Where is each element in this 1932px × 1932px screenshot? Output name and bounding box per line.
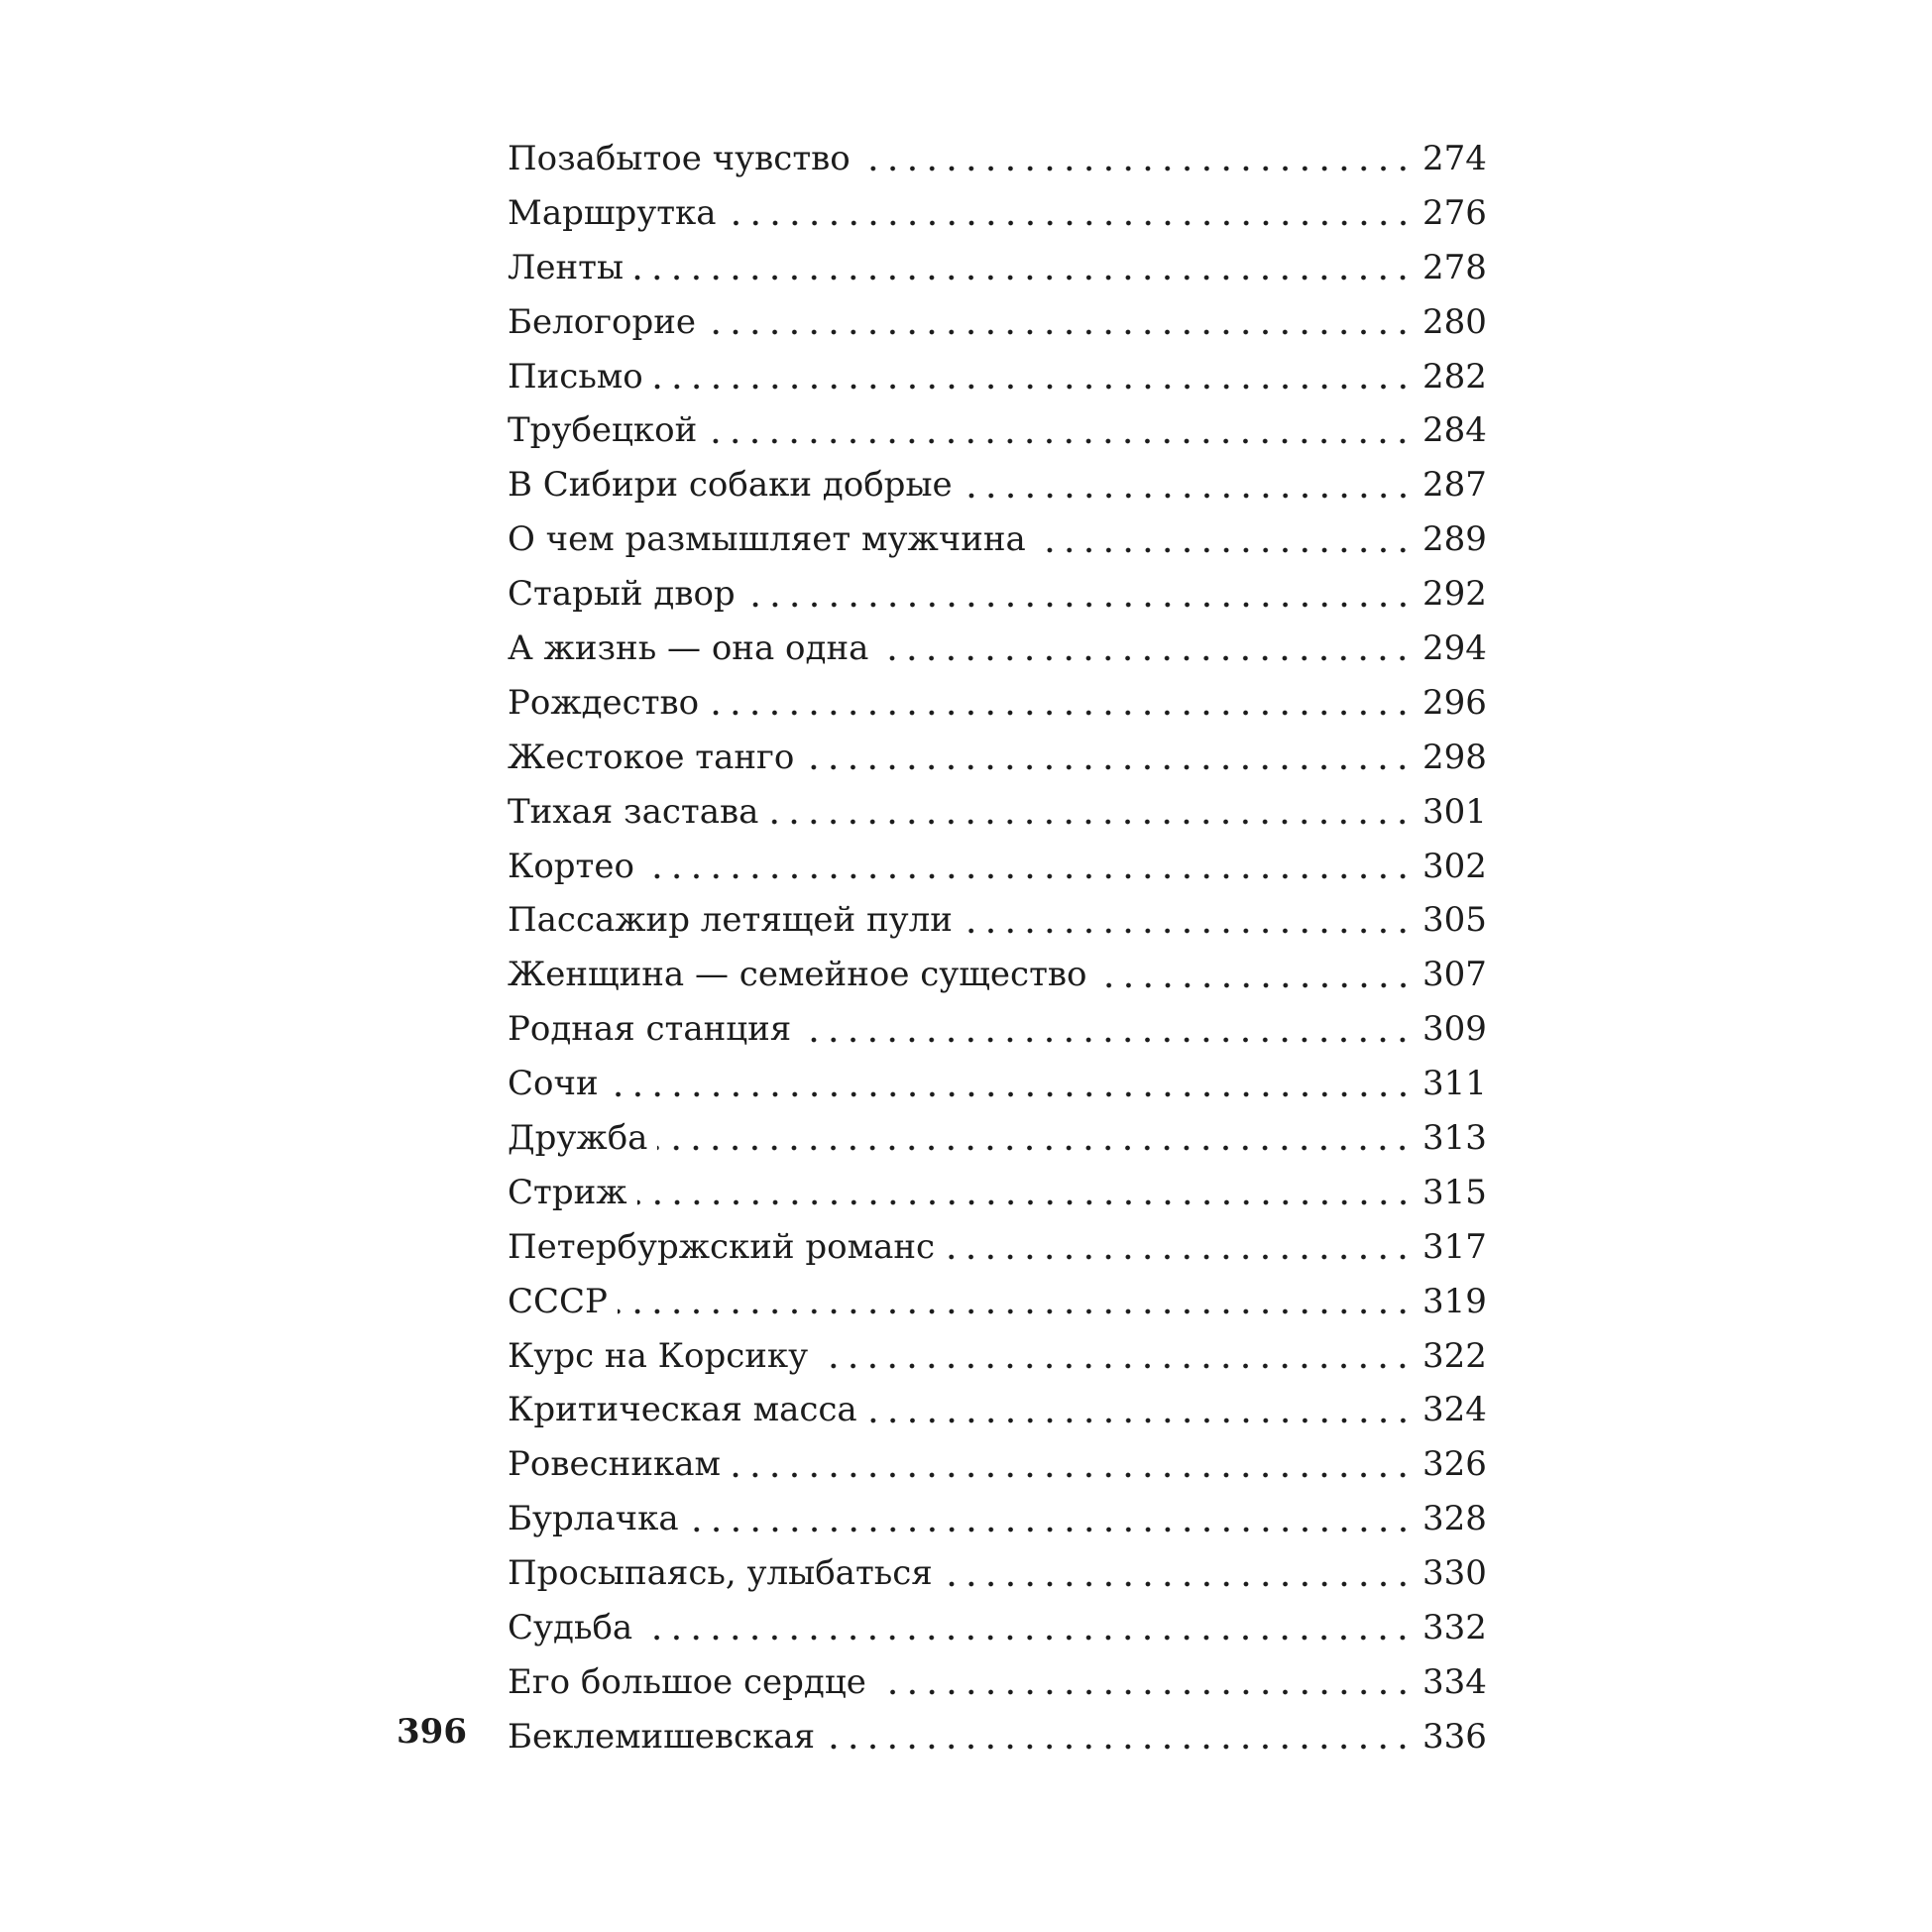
- toc-entry-page-number: 298: [1422, 737, 1487, 777]
- toc-entry: [508, 350, 1486, 404]
- toc-entry-title: В Сибири собаки добрые: [508, 465, 953, 506]
- toc-entry: [508, 1710, 1486, 1764]
- page-number: 396: [397, 1712, 467, 1752]
- toc-entry: [508, 295, 1486, 350]
- toc-entry-title: Просыпаясь, улыбаться: [508, 1553, 933, 1594]
- toc-entry-page-number: 315: [1422, 1172, 1487, 1212]
- toc-entry-title: Стриж: [508, 1172, 627, 1212]
- toc-entry: [508, 458, 1486, 512]
- dot-leader: [878, 653, 1413, 663]
- toc-entry: [508, 948, 1486, 1002]
- dot-leader: [1097, 980, 1414, 990]
- toc-entry-page-number: 287: [1422, 465, 1487, 506]
- toc-entry: [508, 567, 1486, 622]
- toc-entry-title: Его большое сердце: [508, 1661, 866, 1702]
- toc-entry: [508, 1546, 1486, 1601]
- toc-entry-title: Петербуржский романс: [508, 1226, 936, 1267]
- dot-leader: [727, 218, 1413, 228]
- dot-leader: [804, 762, 1413, 772]
- dot-leader: [642, 1633, 1413, 1643]
- toc-entry-page-number: 302: [1422, 846, 1487, 886]
- toc-entry: [508, 403, 1486, 458]
- toc-entry-page-number: 301: [1422, 791, 1487, 832]
- toc-entry-title: Маршрутка: [508, 192, 717, 233]
- toc-entry: [508, 1057, 1486, 1111]
- toc-entry-page-number: 326: [1422, 1444, 1487, 1485]
- toc-entry-title: Белогорие: [508, 301, 697, 342]
- dot-leader: [618, 1307, 1413, 1316]
- toc-entry-page-number: 322: [1422, 1335, 1487, 1376]
- toc-entry-page-number: 313: [1422, 1118, 1487, 1159]
- table-of-contents: [508, 132, 1486, 1764]
- dot-leader: [860, 164, 1413, 173]
- toc-entry: [508, 1437, 1486, 1492]
- toc-entry-page-number: 324: [1422, 1390, 1487, 1430]
- dot-leader: [801, 1035, 1413, 1045]
- toc-entry-title: Беклемишевская: [508, 1716, 816, 1757]
- toc-entry: [508, 512, 1486, 567]
- dot-leader: [706, 327, 1413, 337]
- toc-entry: [508, 1655, 1486, 1710]
- toc-entry-title: Рождество: [508, 682, 700, 723]
- dot-leader: [876, 1687, 1413, 1697]
- toc-entry-page-number: 317: [1422, 1226, 1487, 1267]
- toc-entry-page-number: 294: [1422, 628, 1487, 669]
- toc-entry: [508, 241, 1486, 295]
- toc-entry-title: Дружба: [508, 1118, 648, 1159]
- dot-leader: [653, 382, 1413, 392]
- toc-entry-title: СССР: [508, 1281, 608, 1321]
- toc-entry-title: Бурлачка: [508, 1499, 679, 1539]
- dot-leader: [707, 436, 1413, 446]
- toc-entry-title: О чем размышляет мужчина: [508, 519, 1026, 560]
- toc-entry: [508, 1492, 1486, 1546]
- toc-entry-page-number: 319: [1422, 1281, 1487, 1321]
- toc-entry-title: А жизнь — она одна: [508, 628, 869, 669]
- dot-leader: [633, 273, 1413, 283]
- toc-entry-page-number: 296: [1422, 682, 1487, 723]
- toc-entry-page-number: 292: [1422, 574, 1487, 615]
- toc-entry-title: Письмо: [508, 356, 643, 397]
- toc-entry: [508, 1329, 1486, 1384]
- toc-entry-title: Тихая застава: [508, 791, 759, 832]
- toc-entry-page-number: 274: [1422, 139, 1487, 178]
- dot-leader: [943, 1579, 1413, 1589]
- toc-entry-title: Старый двор: [508, 574, 736, 615]
- toc-entry: [508, 186, 1486, 241]
- toc-entry-title: Судьба: [508, 1608, 633, 1648]
- toc-entry: [508, 622, 1486, 676]
- toc-entry: [508, 731, 1486, 785]
- toc-entry: [508, 1002, 1486, 1057]
- toc-entry-page-number: 276: [1422, 192, 1487, 233]
- dot-leader: [731, 1470, 1413, 1480]
- toc-entry-title: Критическая масса: [508, 1390, 857, 1430]
- toc-entry-title: Курс на Корсику: [508, 1335, 809, 1376]
- dot-leader: [709, 708, 1413, 718]
- toc-entry-page-number: 330: [1422, 1553, 1487, 1594]
- toc-entry-page-number: 280: [1422, 301, 1487, 342]
- toc-entry-title: Кортео: [508, 846, 634, 886]
- toc-entry-title: Ровесникам: [508, 1444, 721, 1485]
- dot-leader: [818, 1361, 1413, 1371]
- toc-entry-page-number: 309: [1422, 1009, 1487, 1050]
- dot-leader: [945, 1252, 1413, 1262]
- toc-entry: [508, 676, 1486, 731]
- toc-entry-page-number: 307: [1422, 955, 1487, 995]
- toc-entry-page-number: 278: [1422, 247, 1487, 287]
- dot-leader: [644, 871, 1413, 881]
- toc-entry-page-number: 311: [1422, 1064, 1487, 1104]
- toc-entry: [508, 1166, 1486, 1220]
- toc-entry: [508, 1383, 1486, 1437]
- toc-entry-page-number: 289: [1422, 519, 1487, 560]
- dot-leader: [963, 926, 1413, 936]
- toc-entry-page-number: 282: [1422, 356, 1487, 397]
- toc-entry-title: Пассажир летящей пули: [508, 900, 953, 941]
- dot-leader: [867, 1416, 1413, 1425]
- toc-entry-page-number: 334: [1422, 1661, 1487, 1702]
- toc-entry-title: Трубецкой: [508, 410, 698, 451]
- toc-entry: [508, 1111, 1486, 1166]
- dot-leader: [825, 1742, 1413, 1752]
- toc-entry-page-number: 328: [1422, 1499, 1487, 1539]
- toc-entry-title: Ленты: [508, 247, 625, 287]
- toc-entry: [508, 840, 1486, 894]
- toc-entry-page-number: 284: [1422, 410, 1487, 451]
- toc-entry-page-number: 336: [1422, 1716, 1487, 1757]
- toc-entry-page-number: 305: [1422, 900, 1487, 941]
- toc-entry-title: Жестокое танго: [508, 737, 795, 777]
- toc-entry: [508, 785, 1486, 840]
- toc-entry: [508, 1601, 1486, 1655]
- dot-leader: [745, 600, 1413, 610]
- toc-entry-title: Сочи: [508, 1064, 599, 1104]
- toc-entry: [508, 893, 1486, 948]
- dot-leader: [657, 1143, 1413, 1153]
- toc-entry: [508, 1275, 1486, 1329]
- toc-entry: [508, 132, 1486, 186]
- toc-entry-page-number: 332: [1422, 1608, 1487, 1648]
- toc-entry: [508, 1220, 1486, 1275]
- toc-entry-title: Позабытое чувство: [508, 139, 851, 178]
- dot-leader: [768, 817, 1413, 827]
- dot-leader: [609, 1089, 1413, 1099]
- toc-entry-title: Женщина — семейное существо: [508, 955, 1087, 995]
- dot-leader: [637, 1197, 1413, 1207]
- dot-leader: [963, 491, 1413, 501]
- toc-entry-title: Родная станция: [508, 1009, 792, 1050]
- dot-leader: [1036, 545, 1413, 555]
- dot-leader: [689, 1525, 1413, 1534]
